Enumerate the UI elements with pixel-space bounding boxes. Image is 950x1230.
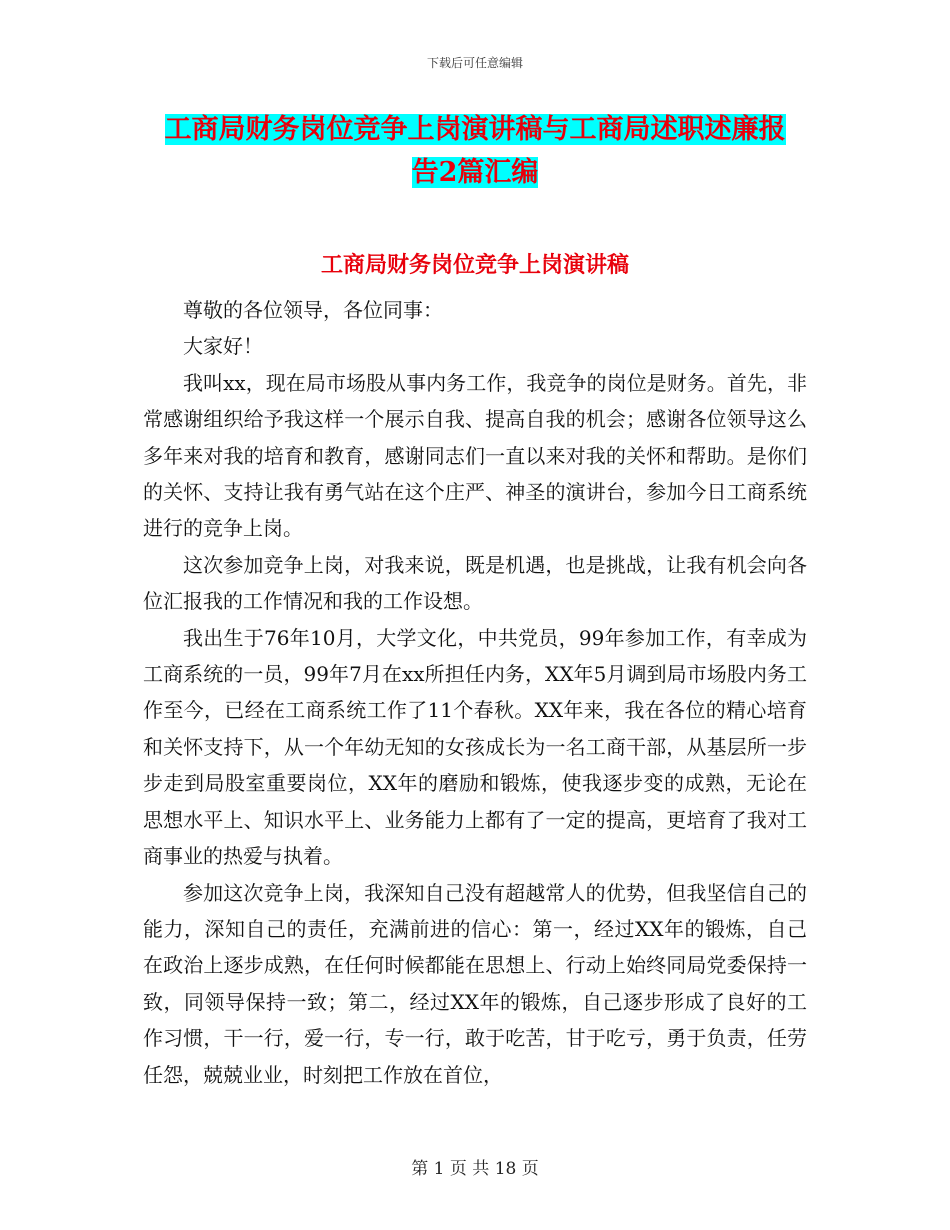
paragraph: 参加这次竞争上岗，我深知自己没有超越常人的优势，但我坚信自己的能力，深知自己的责任，充满前进的信心：第一，经过XX年的锻炼，自己在政治上逐步成熟，在任何时候都能在思想上、行动上始终同局党委保持一致，同领导保持一致；第二，经过XX年的锻炼，自己逐步形成了良好的工作习惯，干一行，爱一行，专一行，敢于吃苦，甘于吃亏，勇于负责，任劳任怨，兢兢业业，时刻把工作放在首位， [143, 880, 807, 1087]
document-title-line-2: 告2篇汇编 [411, 157, 539, 188]
paragraph: 这次参加竞争上岗，对我来说，既是机遇，也是挑战，让我有机会向各位汇报我的工作情况和我的工作设想。 [143, 552, 807, 614]
section-title: 工商局财务岗位竞争上岗演讲稿 [320, 252, 629, 278]
header-note: 下载后可任意编辑 [426, 56, 523, 70]
document-title-line-1: 工商局财务岗位竞争上岗演讲稿与工商局述职述廉报 [164, 114, 786, 145]
paragraph-salutation: 尊敬的各位领导，各位同事： [183, 298, 443, 322]
body-text [143, 292, 807, 1093]
paragraph: 我叫xx，现在局市场股从事内务工作，我竞争的岗位是财务。首先，非常感谢组织给予我这样一个展示自我、提高自我的机会；感谢各位领导这么多年来对我的培育和教育，感谢同志们一直以来对我的关怀和帮助。是你们的关怀、支持让我有勇气站在这个庄严、神圣的演讲台，参加今日工商系统进行的竞争上岗。 [143, 370, 807, 541]
page-number-footer: 第 1 页 共 18 页 [411, 1159, 539, 1179]
paragraph-greeting: 大家好！ [183, 334, 263, 359]
paragraph: 我出生于76年10月，大学文化，中共党员，99年参加工作，有幸成为工商系统的一员，99年7月在xx所担任内务，XX年5月调到局市场股内务工作至今，已经在工商系统工作了11个春秋。XX年来，我在各位的精心培育和关怀支持下，从一个年幼无知的女孩成长为一名工商干部，从基层所一步步走到局股室重要岗位，XX年的磨励和锻炼，使我逐步变的成熟，无论在思想水平上、知识水平上、业务能力上都有了一定的提高，更培育了我对工商事业的热爱与执着。 [143, 625, 807, 869]
document-title [140, 108, 810, 194]
